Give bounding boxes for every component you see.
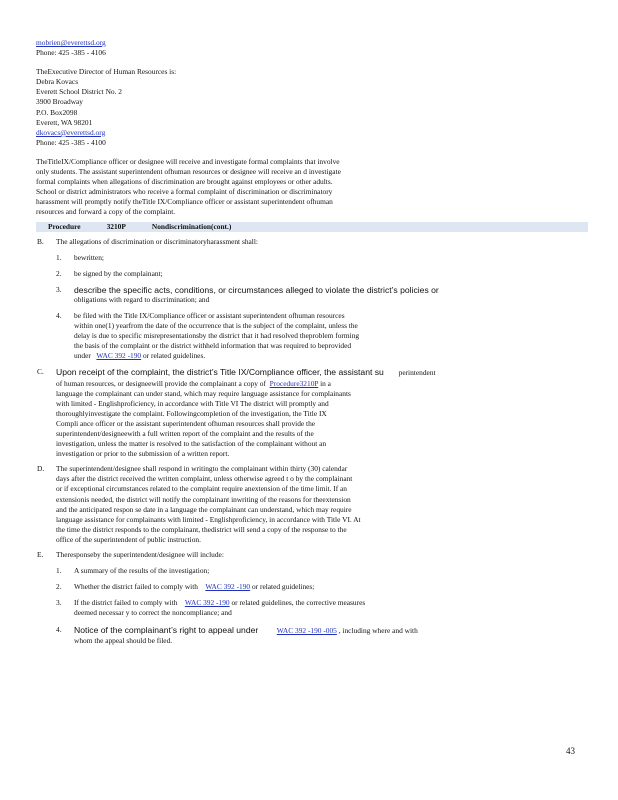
phone-line: Phone: 425 -385 - 4100 xyxy=(36,137,106,147)
text-line: The superintendent/designee shall respond in writingto the complainant within thirty (30) calendar xyxy=(56,464,348,474)
text-line: within one(1) yearfrom the date of the occurrence that is the subject of the complaint, unless the xyxy=(74,321,358,331)
list-item xyxy=(56,566,588,576)
text-fragment: perintendent xyxy=(398,368,436,378)
page-number: 43 xyxy=(566,746,575,756)
text-line: the time the district responds to the complainant, thedistrict will send a copy of the response to the xyxy=(56,524,347,534)
list-item xyxy=(56,311,588,361)
item-number: 4. xyxy=(56,310,62,320)
text-line: delay is due to specific misrepresentationsby the district that it had resolved theproblem forming xyxy=(74,331,360,341)
text-fragment: Whether the district failed to comply with xyxy=(74,582,198,592)
text-fragment: If the district failed to comply with xyxy=(74,598,178,608)
text-fragment: in a xyxy=(318,378,331,388)
section-lead: Theresponseby the superintendent/designee will include: xyxy=(56,550,224,560)
text-line: language the complainant can under stand, which may require language assistance for complainants xyxy=(56,388,351,398)
text-fragment: or related guidelines, the corrective measures xyxy=(229,598,366,608)
list-item xyxy=(56,285,588,305)
contact-pobox: P.O. Box2098 xyxy=(36,107,78,117)
procedure-label: Procedure xyxy=(48,221,81,231)
list-item xyxy=(56,253,588,263)
text-line: investigation or prior to the submission of a written report. xyxy=(56,449,230,459)
phone-line: Phone: 425 -385 - 4106 xyxy=(36,48,106,58)
contact-name: Debra Kovacs xyxy=(36,77,79,87)
item-number: 1. xyxy=(56,566,62,576)
text-fragment: or related guidelines; xyxy=(250,582,315,592)
section-c xyxy=(36,367,588,459)
text-line: office of the superintendent of public instruction. xyxy=(56,534,201,544)
contact-block-2 xyxy=(36,67,588,148)
list-item xyxy=(56,582,588,592)
text-line: harassment will promptly notify theTitle IX/Compliance officer or assistant superintendent ofhuman xyxy=(36,197,333,207)
section-b xyxy=(36,237,588,362)
section-label: D. xyxy=(37,464,45,474)
email-link[interactable]: dkovacs@everettsd.org xyxy=(36,127,106,137)
text-fragment: of human resources, or designeewill provide the complainant a copy of xyxy=(56,378,266,388)
contact-org: Everett School District No. 2 xyxy=(36,87,123,97)
procedure-header-bar xyxy=(36,222,588,232)
text-line: formal complaints when allegations of discrimination are brought against employees or other adults. xyxy=(36,177,333,187)
item-number: 4. xyxy=(56,624,62,634)
section-label: C. xyxy=(37,367,44,377)
text-line: the basis of the complaint or the district withheld information that was required to beprovided xyxy=(74,341,352,351)
text-fragment: Notice of the complainant’s right to appeal under xyxy=(74,624,259,635)
text-line: or if exceptional circumstances related to the complaint require anextension of the time limit. If an xyxy=(56,484,348,494)
text-line: superintendent/designeewith a full written report of the complaint and the results of the xyxy=(56,429,314,438)
text-line: and the anticipated respon se date in a language the complainant can understand, which may require xyxy=(56,504,352,514)
section-lead: The allegations of discrimination or discriminatoryharassment shall: xyxy=(56,236,258,246)
text-line: obligations with regard to discrimination; and xyxy=(74,294,210,304)
text-line: days after the district received the written complaint, unless otherwise agreed t o by the complainant xyxy=(56,474,353,484)
text-line: Compli ance officer or the assistant superintendent ofhuman resources shall provide the xyxy=(56,418,316,428)
text-fragment: Upon receipt of the complaint, the district’s Title IX/Compliance officer, the assistant su xyxy=(56,367,384,378)
text-line: whom the appeal should be filed. xyxy=(74,635,173,645)
text-line: language assistance for complainants with limited - Englishproficiency, in accordance with Title VI. At xyxy=(56,514,361,524)
item-number: 1. xyxy=(56,252,62,262)
text-line: only students. The assistant superintendent ofhuman resources or designee will receive an d investigate xyxy=(36,167,341,177)
document-page xyxy=(36,38,588,652)
text-line: extensionis needed, the district will notify the complainant inwriting of the reasons for theextension xyxy=(56,494,351,504)
text-line: TheTitleIX/Compliance officer or designee will receive and investigate formal complaints that involve xyxy=(36,156,340,166)
text-line: be filed with the Title IX/Compliance officer or assistant superintendent ofhuman resources xyxy=(74,310,345,320)
text-line: School or district administrators who receive a formal complaint of discrimination or discriminatory xyxy=(36,187,333,197)
text-line: bewritten; xyxy=(74,252,104,262)
email-link[interactable]: mobrien@everettsd.org xyxy=(36,38,106,47)
contact-street: 3900 Broadway xyxy=(36,97,84,107)
item-number: 2. xyxy=(56,268,62,278)
item-number: 2. xyxy=(56,582,62,592)
list-item xyxy=(56,625,588,646)
intro-paragraph xyxy=(36,157,588,218)
text-line: resources and forward a copy of the complaint. xyxy=(36,207,176,217)
section-label: E. xyxy=(37,550,44,560)
text-line: thoroughlyinvestigate the complaint. Followingcompletion of the investigation, the Title IX xyxy=(56,408,327,418)
procedure-link[interactable]: Procedure3210P xyxy=(269,378,319,388)
item-number: 3. xyxy=(56,284,62,294)
text-line: investigation, unless the matter is resolved to the satisfaction of the complainant without an xyxy=(56,439,327,449)
section-label: B. xyxy=(37,236,44,246)
list-item xyxy=(56,598,588,618)
list-item xyxy=(56,269,588,279)
text-line: with limited - Englishproficiency, in accordance with Title VI The district will promptly and xyxy=(56,398,329,408)
item-number: 3. xyxy=(56,598,62,608)
text-line: describe the specific acts, conditions, or circumstances alleged to violate the district’s policies or xyxy=(74,284,439,295)
procedure-number: 3210P xyxy=(106,221,126,231)
contact-title: TheExecutive Director of Human Resources is: xyxy=(36,67,177,77)
contact-block-1 xyxy=(36,38,588,58)
text-fragment: or related guidelines. xyxy=(141,351,206,361)
wac-link[interactable]: WAC 392 -190 xyxy=(205,582,251,592)
wac-link[interactable]: WAC 392 -190 xyxy=(96,351,142,361)
text-line: A summary of the results of the investigation; xyxy=(74,566,210,576)
contact-city: Everett, WA 98201 xyxy=(36,117,93,127)
text-line: deemed necessar y to correct the noncompliance; and xyxy=(74,608,232,618)
wac-link[interactable]: WAC 392 -190 -005 xyxy=(276,625,337,635)
procedure-title: Nondiscrimination(cont.) xyxy=(151,221,232,231)
text-fragment: , including where and with xyxy=(336,625,418,635)
section-e xyxy=(36,550,588,646)
text-line: be signed by the complainant; xyxy=(74,268,163,278)
text-fragment: under xyxy=(74,351,91,361)
wac-link[interactable]: WAC 392 -190 xyxy=(184,598,230,608)
section-d xyxy=(36,464,588,545)
